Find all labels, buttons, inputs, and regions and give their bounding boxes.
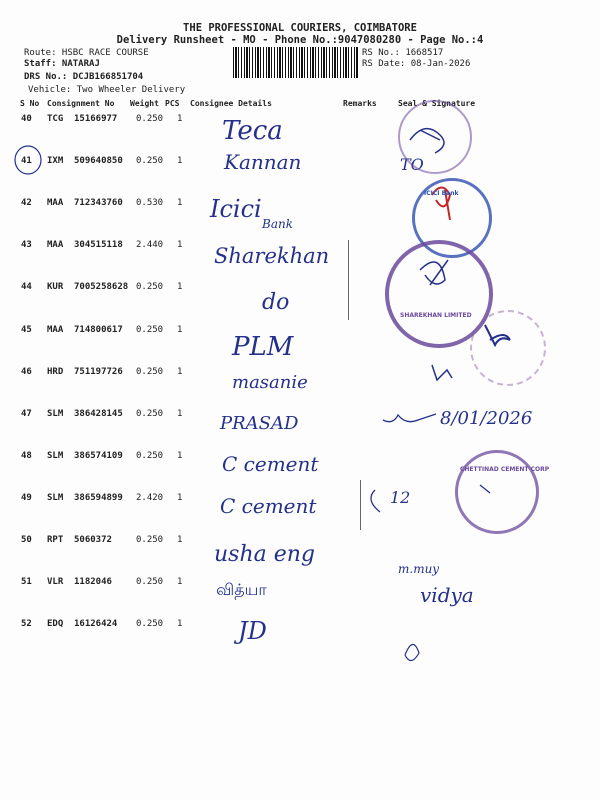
row-pcs: 1 <box>177 114 183 124</box>
row-weight: 0.250 <box>136 408 164 419</box>
row-consignment-number: 1182046 <box>74 577 112 588</box>
row-prefix: SLM <box>47 492 64 503</box>
drs-number: DRS No.: DCJB166851704 <box>24 72 144 82</box>
row-consignment-number: 16126424 <box>74 619 118 630</box>
row-sno: 42 <box>21 198 32 209</box>
barcode <box>233 47 358 78</box>
row-sno: 51 <box>21 577 32 588</box>
col-consignment: Consignment No <box>47 99 115 108</box>
stamp-teca <box>398 100 472 174</box>
row-pcs: 1 <box>177 450 183 461</box>
col-consignee: Consignee Details <box>190 99 272 108</box>
row-weight: 0.250 <box>136 282 164 293</box>
row-pcs: 1 <box>177 577 183 588</box>
staff-label: Staff: NATARAJ <box>24 59 100 69</box>
row-consignment-number: 7005258628 <box>74 282 129 293</box>
row-consignment-number: 304515118 <box>74 240 123 251</box>
hw-jd: JD <box>238 617 267 645</box>
sig-12: 12 <box>390 488 411 507</box>
table-row <box>0 114 600 124</box>
sig-date: 8/01/2026 <box>440 408 533 429</box>
row-sno: 49 <box>21 492 32 503</box>
rs-number: RS No.: 1668517 <box>362 48 444 58</box>
row-pcs: 1 <box>177 282 183 293</box>
row-weight: 0.250 <box>136 450 164 461</box>
hw-c-cement-48: C cement <box>222 452 319 476</box>
row-pcs: 1 <box>177 619 183 630</box>
row-pcs: 1 <box>177 240 183 251</box>
row-pcs: 1 <box>177 324 183 335</box>
col-sno: S No <box>20 99 40 108</box>
row-sno: 50 <box>21 535 32 545</box>
row-consignment-number: 509640850 <box>74 156 123 167</box>
hw-sharekhan: Sharekhan <box>214 244 330 268</box>
row-sno: 47 <box>21 408 32 419</box>
table-row <box>0 198 600 208</box>
hw-kannan: Kannan <box>224 150 302 174</box>
rs-date: RS Date: 08-Jan-2026 <box>362 59 471 69</box>
row-consignment-number: 751197726 <box>74 366 123 377</box>
hw-vidya-tamil: வித்யா <box>216 580 267 599</box>
row-weight: 0.250 <box>136 577 164 588</box>
hw-masanie: masanie <box>232 372 308 393</box>
row-prefix: HRD <box>47 366 64 377</box>
row-prefix: EDQ <box>47 619 64 630</box>
row-sno: 44 <box>21 282 32 293</box>
sig-vidya: vidya <box>420 583 474 607</box>
hw-icici: Icici <box>210 195 262 223</box>
hw-usha-eng: usha eng <box>214 542 316 567</box>
row-weight: 0.250 <box>136 324 164 335</box>
row-weight: 0.250 <box>136 114 164 124</box>
hw-bank: Bank <box>262 217 293 231</box>
row-consignment-number: 386594899 <box>74 492 123 503</box>
row-prefix: TCG <box>47 114 64 124</box>
hw-plm: PLM <box>232 332 294 362</box>
hw-teca: Teca <box>222 116 283 146</box>
route-label: Route: HSBC RACE COURSE <box>24 48 149 58</box>
row-consignment-number: 5060372 <box>74 535 112 545</box>
row-consignment-number: 15166977 <box>74 114 118 124</box>
row-prefix: MAA <box>47 240 64 251</box>
row-consignment-number: 386574109 <box>74 450 123 461</box>
col-pcs: PCS <box>165 99 180 108</box>
row-sno: 43 <box>21 240 32 251</box>
row-prefix: RPT <box>47 535 64 545</box>
bracket-cement <box>352 480 361 530</box>
stamp-sharekhan-label: SHAREKHAN LIMITED <box>400 312 472 319</box>
row-sno: 41 <box>21 156 32 167</box>
signature-52 <box>405 644 419 660</box>
row-weight: 0.250 <box>136 619 164 630</box>
row-pcs: 1 <box>177 156 183 167</box>
row-pcs: 1 <box>177 535 183 545</box>
row-prefix: IXM <box>47 156 64 167</box>
row-prefix: VLR <box>47 577 64 588</box>
col-remarks: Remarks <box>343 99 377 108</box>
vehicle-label: Vehicle: Two Wheeler Delivery <box>28 85 186 95</box>
row-sno: 46 <box>21 366 32 377</box>
row-prefix: MAA <box>47 198 64 209</box>
col-weight: Weight <box>130 99 159 108</box>
stamp-chettinad <box>455 450 539 534</box>
row-weight: 2.440 <box>136 240 164 251</box>
row-consignment-number: 386428145 <box>74 408 123 419</box>
row-prefix: SLM <box>47 408 64 419</box>
row-prefix: KUR <box>47 282 64 293</box>
row-sno: 52 <box>21 619 32 630</box>
row-pcs: 1 <box>177 492 183 503</box>
row-consignment-number: 712343760 <box>74 198 123 209</box>
stamp-chettinad-label: CHETTINAD CEMENT CORP <box>460 466 550 473</box>
row-sno: 45 <box>21 324 32 335</box>
sig-mm: m.muy <box>398 562 440 576</box>
hw-c-cement-49: C cement <box>220 494 317 518</box>
row-sno: 40 <box>21 114 32 124</box>
row-weight: 0.250 <box>136 535 164 545</box>
runsheet-subtitle: Delivery Runsheet - MO - Phone No.:9047080280 - Page No.:4 <box>116 34 484 46</box>
row-pcs: 1 <box>177 366 183 377</box>
row-sno: 48 <box>21 450 32 461</box>
col-seal-signature: Seal & Signature <box>398 99 476 108</box>
bracket-sharekhan <box>340 240 349 320</box>
row-weight: 2.420 <box>136 492 164 503</box>
row-consignment-number: 714800617 <box>74 324 123 335</box>
row-weight: 0.530 <box>136 198 164 209</box>
table-row <box>0 282 600 292</box>
row-weight: 0.250 <box>136 366 164 377</box>
hw-prasad: PRASAD <box>220 413 299 434</box>
table-row <box>0 577 600 587</box>
row-weight: 0.250 <box>136 156 164 167</box>
table-row <box>0 619 600 629</box>
row-pcs: 1 <box>177 408 183 419</box>
sig-to: TO <box>400 155 424 174</box>
stamp-icici-label: ICICI Bank <box>424 190 459 197</box>
row-pcs: 1 <box>177 198 183 209</box>
hw-do: do <box>262 290 290 315</box>
row-prefix: MAA <box>47 324 64 335</box>
row-prefix: SLM <box>47 450 64 461</box>
stamp-faint <box>470 310 546 386</box>
company-title: THE PROFESSIONAL COURIERS, COIMBATORE <box>183 22 417 34</box>
